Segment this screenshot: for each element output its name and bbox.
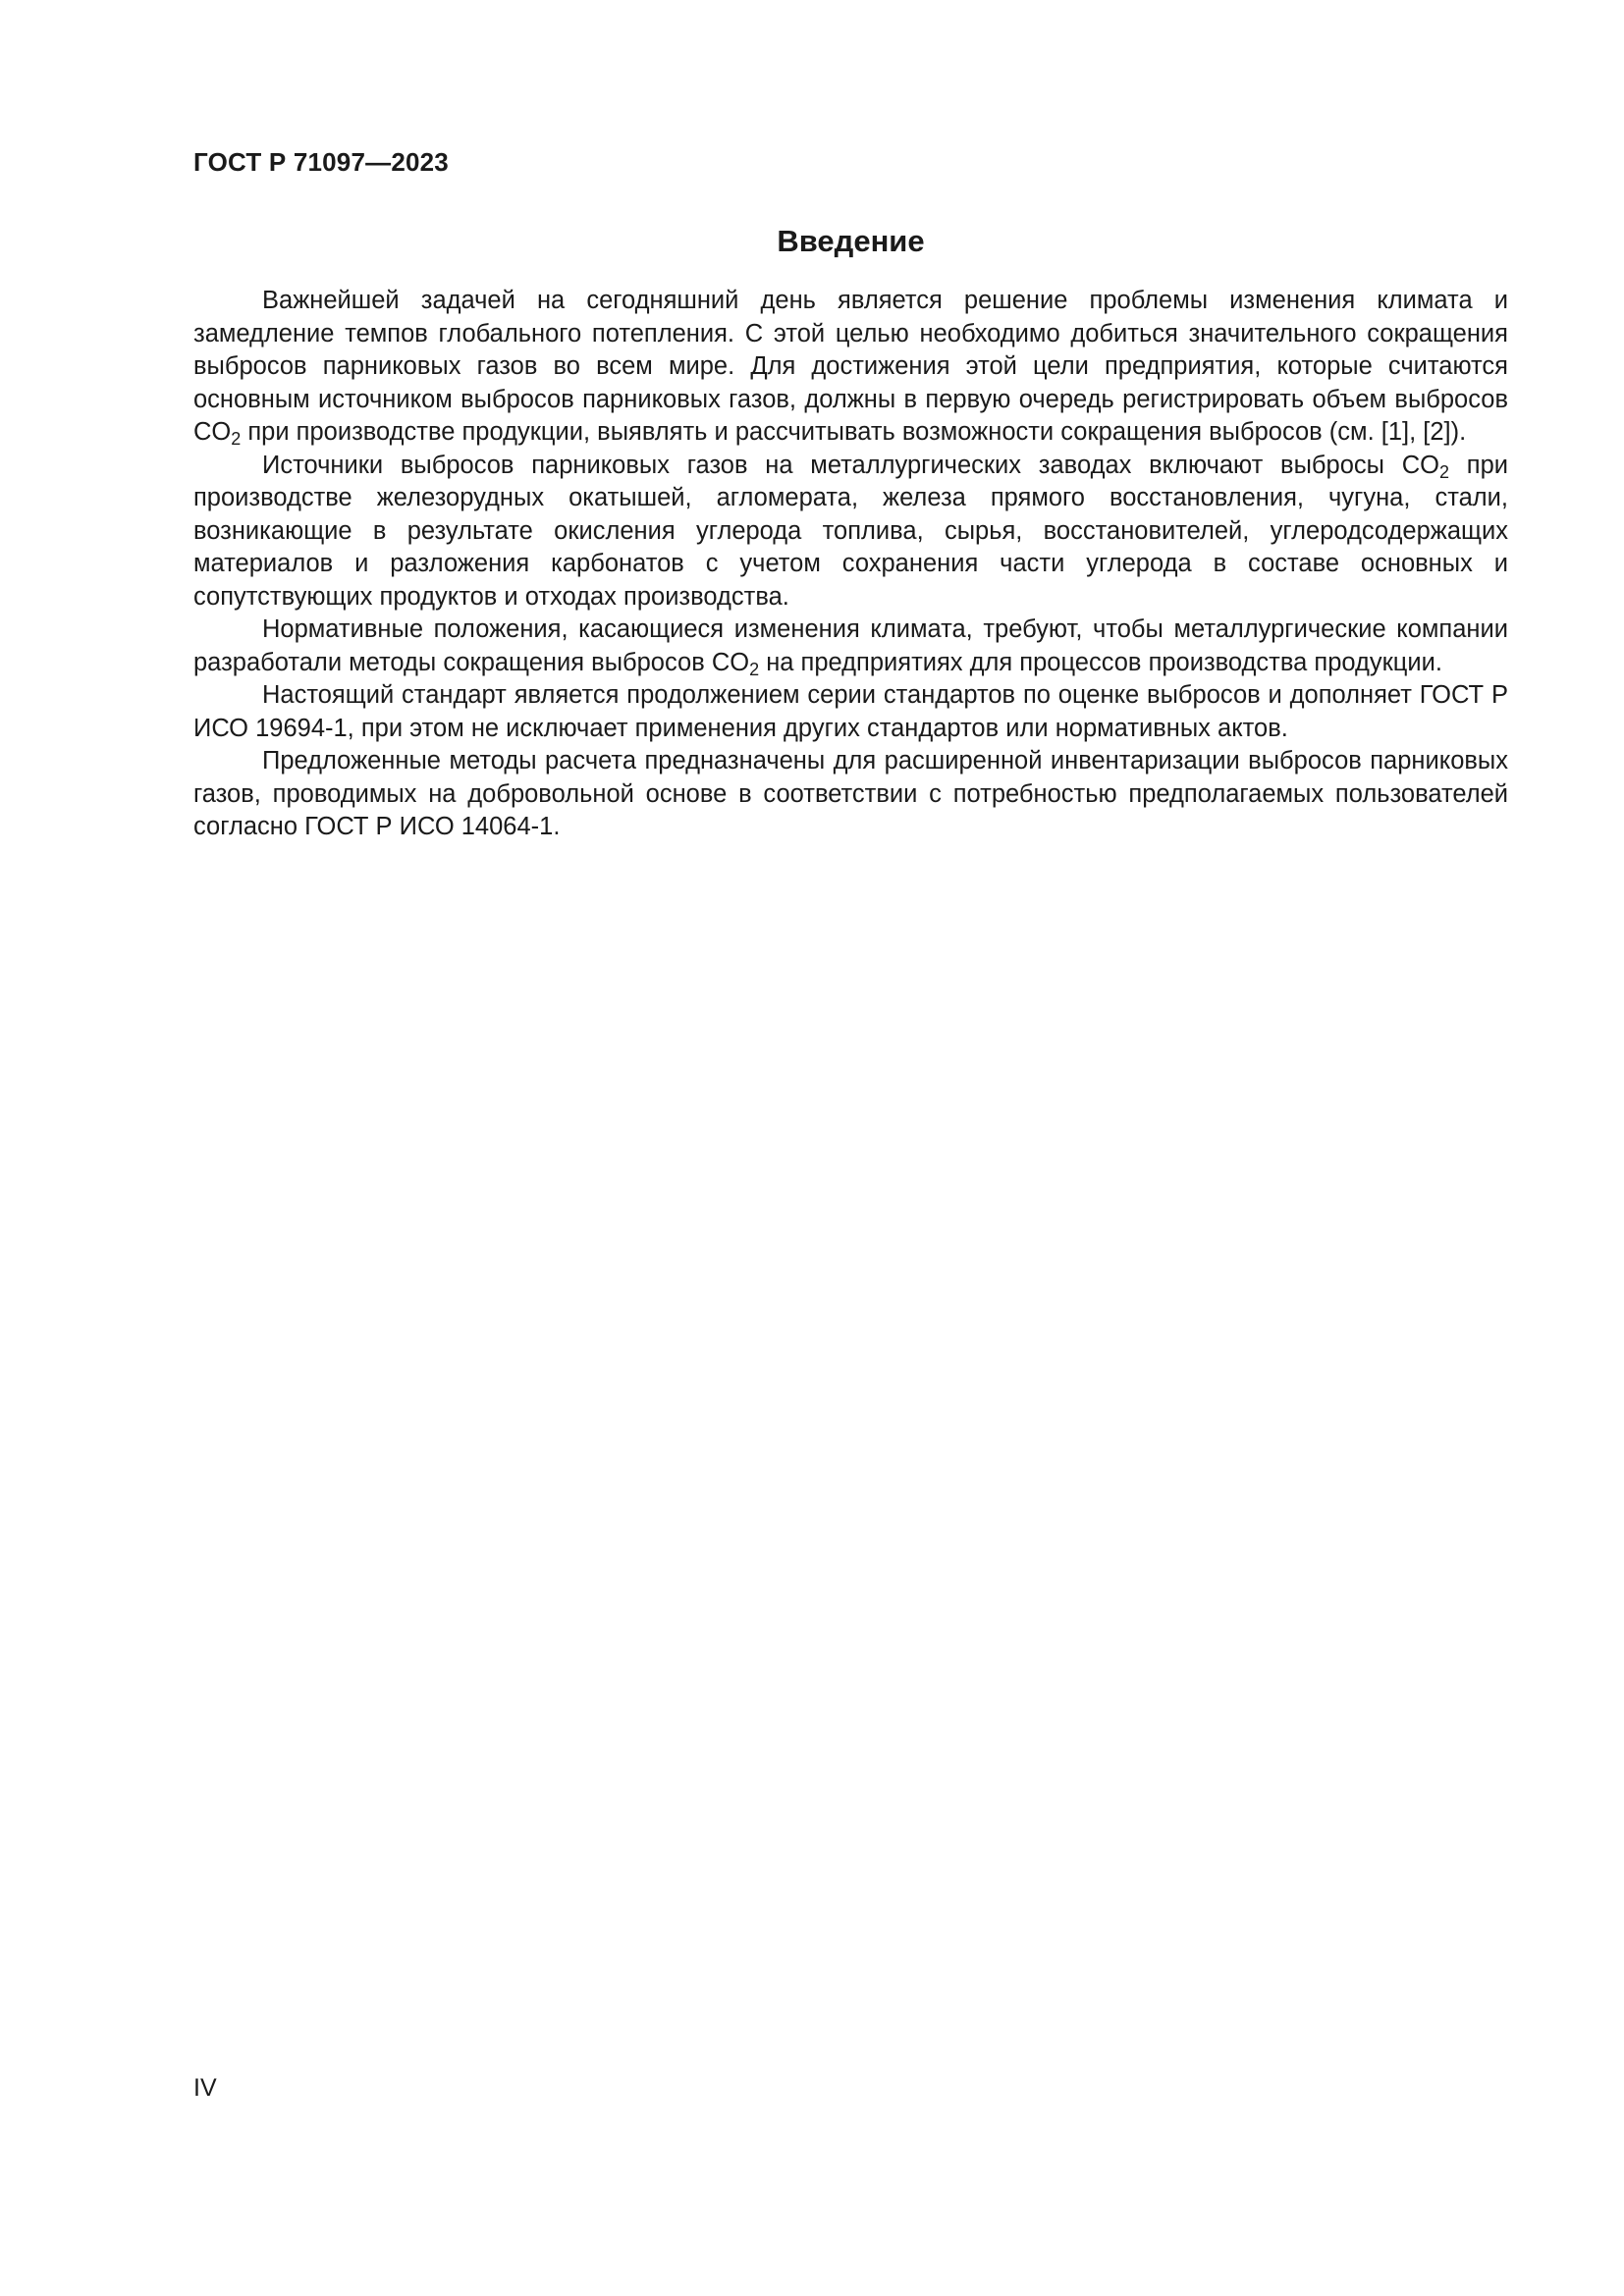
body-text xyxy=(193,285,1508,844)
paragraph-1-text: Важнейшей задачей на сегодняшний день является решение проблемы изменения климата и замедление темпов глобального потепления. С этой целью необходимо добиться значительного сокращения выбросов парниковых газов во всем мире. Для достижения этой цели предприятия, которые считаются основным источником выбросов парниковых газов, должны в первую очередь регистрировать объем выбросов CO xyxy=(193,287,1508,446)
paragraph-2-text: Источники выбросов парниковых газов на металлургических заводах включают выбросы CO xyxy=(262,451,1439,479)
paragraph-1 xyxy=(193,285,1508,450)
paragraph-5: Предложенные методы расчета предназначены для расширенной инвентаризации выбросов парниковых газов, проводимых на добровольной основе в соответствии с потребностью предполагаемых пользователей согласно ГОСТ Р ИСО 14064-1. xyxy=(193,747,1508,840)
subscript-2: 2 xyxy=(231,429,242,449)
paragraph-2 xyxy=(193,450,1508,614)
paragraph-4: Настоящий стандарт является продолжением серии стандартов по оценке выбросов и дополняет ГОСТ Р ИСО 19694-1, при этом не исключает применения других стандартов или нормативных актов. xyxy=(193,681,1508,742)
subscript-2: 2 xyxy=(1438,461,1449,482)
section-title: Введение xyxy=(777,224,925,258)
paragraph-3-text: Нормативные положения, касающиеся изменения климата, требуют, чтобы металлургические компании разработали методы сокращения выбросов CO xyxy=(193,615,1508,676)
paragraph-3 xyxy=(193,614,1508,679)
paragraph-2-text-continued: при производстве железорудных окатышей, агломерата, железа прямого восстановления, чугуна, стали, возникающие в результате окисления углерода топлива, сырья, восстановителей, углеродсодержащих материалов и разложения карбонатов с учетом сохранения части углерода в составе основных и сопутствующих продуктов и отходах производства. xyxy=(193,451,1508,611)
paragraph-1-text-continued: при производстве продукции, выявлять и рассчитывать возможности сокращения выбросов (см. [1], [2]). xyxy=(241,418,1467,446)
page-number: IV xyxy=(193,2074,217,2102)
document-code: ГОСТ Р 71097—2023 xyxy=(193,147,449,177)
paragraph-3-text-continued: на предприятиях для процессов производства продукции. xyxy=(759,648,1442,676)
subscript-2: 2 xyxy=(749,659,760,679)
